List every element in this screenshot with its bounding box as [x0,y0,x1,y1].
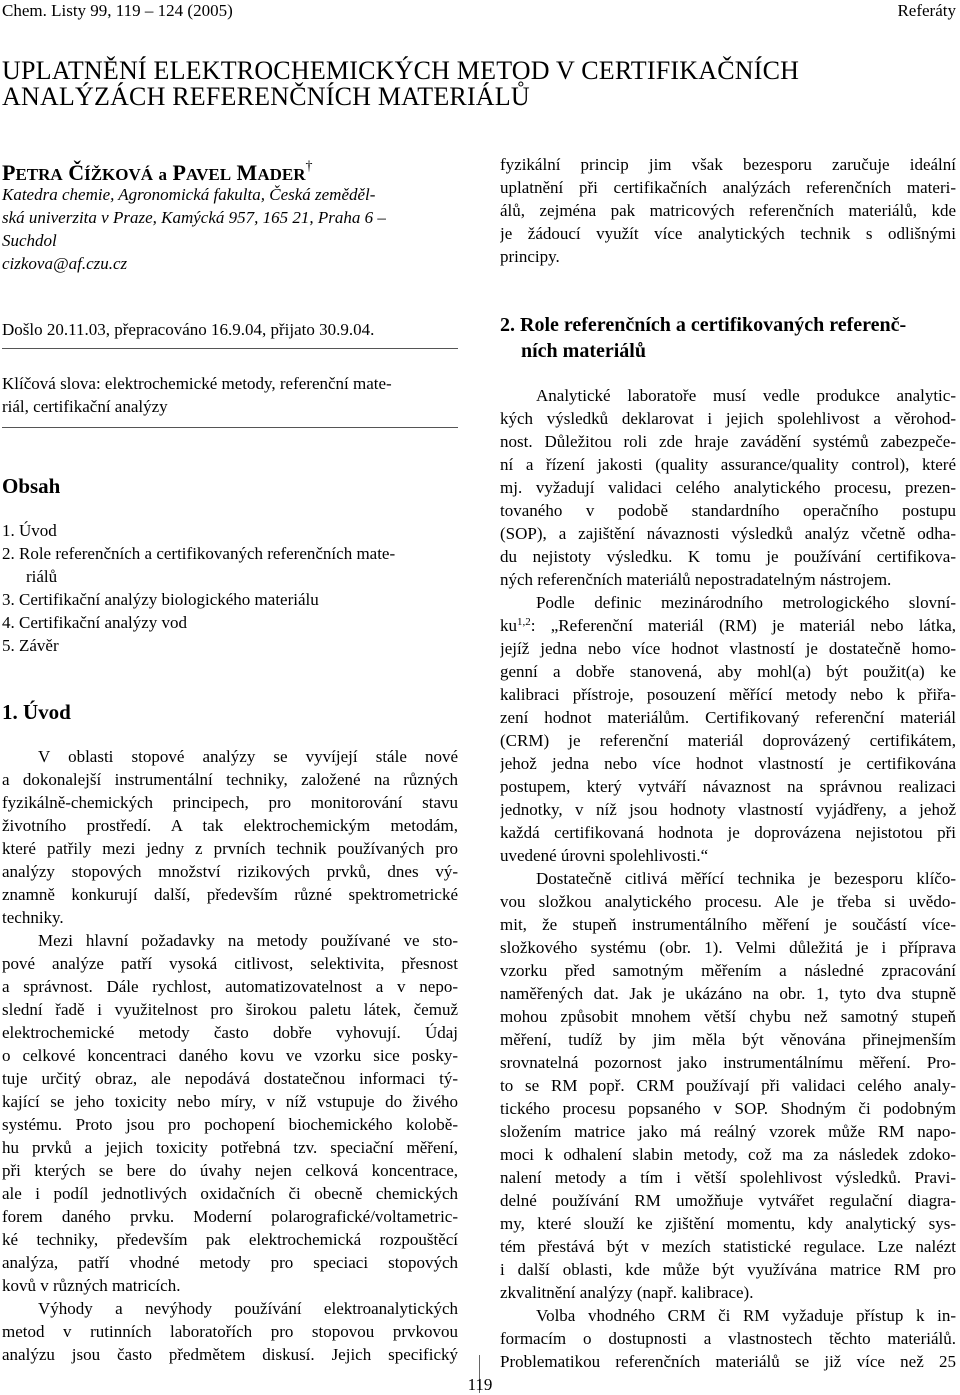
keywords-line: riál, certifikační analýzy [2,397,168,416]
body-line: každá certifikovaná hodnota je doprovázena nejistotou při [500,823,956,842]
body-line [500,614,956,637]
author-2-first-initial: P [172,160,186,185]
toc-item-continued: riálů [26,567,58,586]
toc-item: 4. Certifikační analýzy vod [2,613,188,632]
keywords [2,372,458,418]
page-number: 119 [467,1375,493,1394]
body-line: kých výsledků deklarovat i jejich spolehlivost a věrohod- [500,409,956,428]
body-line: ké techniky, především pak elektrochemická rozpouštěcí [2,1230,458,1249]
body-line: kovů v různých matricích. [2,1276,181,1295]
body-line: ale i podíl jednotlivých oxidačních či obecně chemických [2,1184,458,1203]
affiliation [2,183,458,275]
author-1-first-initial: P [2,160,16,185]
body-line: i další oblasti, kde může být využívána matrice RM pro [500,1260,956,1279]
author-1-last-rest: ÍŽKOVÁ [84,165,154,184]
section-2-heading [500,312,956,364]
body-line: a dokonalejší instrumentální techniky, založené na různých [2,770,458,789]
body-line: naměřených dat. Jak je ukázáno na obr. 1, tyto dva stupně [500,984,956,1003]
article-title-line-1: UPLATNĚNÍ ELEKTROCHEMICKÝCH METOD V CERTIFIKAČNÍCH [2,56,800,85]
section-label: Referáty [897,1,956,20]
keywords-line: Klíčová slova: elektrochemické metody, referenční mate- [2,374,392,393]
body-line: Volba vhodného CRM či RM vyžaduje přístup k in- [536,1306,956,1325]
body-line: du nejistoty výsledku. K tomu je používání certifikova- [500,547,956,566]
author-1-first-rest: ETRA [15,165,63,184]
body-line: kalibraci přístroje, posouzení měřící metody nebo k přiřa- [500,685,956,704]
body-line: ných referenčních materiálů nepostradatelným nástrojem. [500,570,892,589]
section-2-body [500,384,956,1373]
body-line: V oblasti stopové analýzy se vyvíjejí stále nové [38,747,458,766]
body-line: Analytické laboratoře musí vedle produkce analytic- [536,386,956,405]
body-line: álů, zejména pak matricových referenčních materiálů, kde [500,201,956,220]
body-line: znamně konkurují další, především různé spektrometrické [2,885,458,904]
body-line: jehož jedna nebo více hodnot vlastností je certifikována [500,754,956,773]
body-line: Výhody a nevýhody používání elektroanalytických [38,1299,458,1318]
body-line: delné používání RM umožňuje vytvářet regulační diagra- [500,1191,956,1210]
affiliation-line: Katedra chemie, Agronomická fakulta, Česká zeměděl- [2,185,376,204]
body-line: při kterých se bere do úvahy nejen celková koncentrace, [2,1161,458,1180]
body-line: my, které slouží ke zjištění momentu, kdy analytický sys- [500,1214,956,1233]
body-line: mit, že stupeň instrumentálního měření je součástí více- [500,915,956,934]
body-line: genní a dobře stanovená, aby mohl(a) být použit(a) ke [500,662,956,681]
body-line: tovaného v podobě standardního operačního postupu [500,501,956,520]
body-line: složením matrice jako má reálný vzorek může RM napo- [500,1122,956,1141]
body-line: Dostatečně citlivá měřící technika je bezesporu klíčo- [536,869,956,888]
body-line: nost. Důležitou roli zde hraje zavádění systémů zabezpeče- [500,432,956,451]
table-of-contents [2,519,458,657]
body-line: Problematikou referenčních materiálů se již více než 25 [500,1352,956,1371]
author-conjunction: a [158,165,168,184]
body-line: které patřily mezi jedny z prvních technik používaných pro [2,839,458,858]
body-line: Mezi hlavní požadavky na metody používané ve sto- [38,931,458,950]
body-line: uplatnění při certifikačních analýzách referenčních materi- [500,178,956,197]
body-line: (CRM) je referenční materiál doprovázený certifikátem, [500,731,956,750]
body-line: formacím o dostupnosti a vlastnostech těchto materiálů. [500,1329,956,1348]
divider [2,348,458,349]
toc-item: 2. Role referenčních a certifikovaných referenčních mate- [2,544,396,563]
body-line: ní a řízení jakosti (quality assurance/quality control), které [500,455,956,474]
body-line: forem daného prvku. Moderní polarografické/voltametric- [2,1207,458,1226]
body-line: nalení metody a tím i větší spolehlivost výsledků. Pravi- [500,1168,956,1187]
body-line: to se RM popř. CRM používají při validaci celého analy- [500,1076,956,1095]
body-line: postupem, který vytváří návaznost na správnou realizaci [500,777,956,796]
body-line: mj. vyžadují validaci celého analytického procesu, prezen- [500,478,956,497]
author-email[interactable]: cizkova@af.czu.cz [2,254,128,273]
author-2-last-rest: ADER [257,165,306,184]
body-line: principy. [500,247,560,266]
body-line: měření, tudíž by jim měla být věnována přinejmenším [500,1030,956,1049]
body-line: elektrochemické metody často dobře vyhovují. Údaj [2,1023,458,1042]
body-line: analýzy stopových množství rizikových prvků, dnes vý- [2,862,458,881]
corresponding-author-mark: † [305,159,313,174]
body-line: o celkové koncentraci daného kovu ve vzorku sice posky- [2,1046,458,1065]
body-line: jednotky, v níž jsou hodnoty vlastností vyjádřeny, a jehož [500,800,956,819]
submission-dates: Došlo 20.11.03, přepracováno 16.9.04, přijato 30.9.04. [2,320,375,339]
body-line: pové analýze patří vysoká citlivost, selektivita, přesnost [2,954,458,973]
section-1-continuation [500,153,956,268]
body-line: vou složkou analytického procesu. Ale je třeba si uvědo- [500,892,956,911]
article-title-line-2: ANALÝZÁCH REFERENČNÍCH MATERIÁLŮ [2,82,530,111]
body-line: a správnost. Dále rychlost, automatizovatelnost a v nepo- [2,977,458,996]
body-line: fyzikální princip jim však bezesporu zaručuje ideální [500,155,956,174]
body-line: životního prostředí. A tak elektrochemickým metodám, [2,816,458,835]
affiliation-line: Suchdol [2,231,57,250]
body-line: hu prvků a jejich toxicity potřebná tzv. speciační měření, [2,1138,458,1157]
body-line: složkového systému (obr. 1). Velmi důležitá je i příprava [500,938,956,957]
body-line: tuje určitý obraz, ale nepodává dostatečnou informaci tý- [2,1069,458,1088]
author-2-last-initial: M [236,160,258,185]
toc-item: 5. Závěr [2,636,59,655]
section-2-heading-line: ních materiálů [521,340,646,362]
body-line: systému. Proto jsou pro pochopení biochemického kolobě- [2,1115,458,1134]
body-line: Podle definic mezinárodního metrologického slovní- [536,593,956,612]
body-line: tém přestává být v mezích statistické regulace. Lze nalézt [500,1237,956,1256]
body-line: tického procesu popsaného v SOP. Shodným či podobným [500,1099,956,1118]
body-line: zkvalitnění analýzy (např. kalibrace). [500,1283,754,1302]
body-text: ku [500,616,517,635]
body-line: jejíž jedna nebo více hodnot vlastností je dostatečně homo- [500,639,956,658]
body-line: mohou způsobit mnohem větší chybu než samotný stupeň [500,1007,956,1026]
body-line: moci k odhalení slabin metody, což ma za následek zdoko- [500,1145,956,1164]
citation-ref: 1,2 [517,616,531,628]
body-line: analýzu jsou často předmětem diskusí. Jejich specifický [2,1345,458,1364]
contents-heading: Obsah [2,474,61,498]
author-2-first-rest: AVEL [186,165,232,184]
body-line: analýza, patří vhodné metody pro speciaci stopových [2,1253,458,1272]
body-line: vzorku před samotným měřením a následné zpracování [500,961,956,980]
author-1-last-initial: Č [68,160,85,185]
section-1-heading: 1. Úvod [2,700,71,724]
body-line: metod v rutinních laboratořích pro stopovou prvkovou [2,1322,458,1341]
body-line: srovnatelná pozornost jako instrumentálnímu měření. Pro- [500,1053,956,1072]
body-line: fyzikálně-chemických principech, pro monitorování stavu [2,793,458,812]
toc-item: 1. Úvod [2,521,57,540]
body-line: uvedené úrovni spolehlivosti.“ [500,846,709,865]
section-1-body [2,745,458,1366]
body-line: kající se jeho toxicity nebo míry, v níž vstupuje do živého [2,1092,458,1111]
body-line: zení hodnot materiálům. Certifikovaný referenční materiál [500,708,956,727]
body-text: : „Referenční materiál (RM) je materiál nebo látka, [530,616,956,635]
section-2-heading-line: 2. Role referenčních a certifikovaných referenč- [500,314,907,336]
divider [2,427,458,428]
toc-item: 3. Certifikační analýzy biologického materiálu [2,590,319,609]
body-line: techniky. [2,908,64,927]
body-line: (SOP), a zajištění návaznosti výsledků analýz včetně odha- [500,524,956,543]
affiliation-line: ská univerzita v Praze, Kamýcká 957, 165 21, Praha 6 – [2,208,386,227]
body-line: je žádoucí využít více analytických technik s odlišnými [500,224,956,243]
journal-header: Chem. Listy 99, 119 – 124 (2005) [2,1,233,20]
body-line: slední řadě i využitelnost pro širokou paletu látek, čemuž [2,1000,458,1019]
